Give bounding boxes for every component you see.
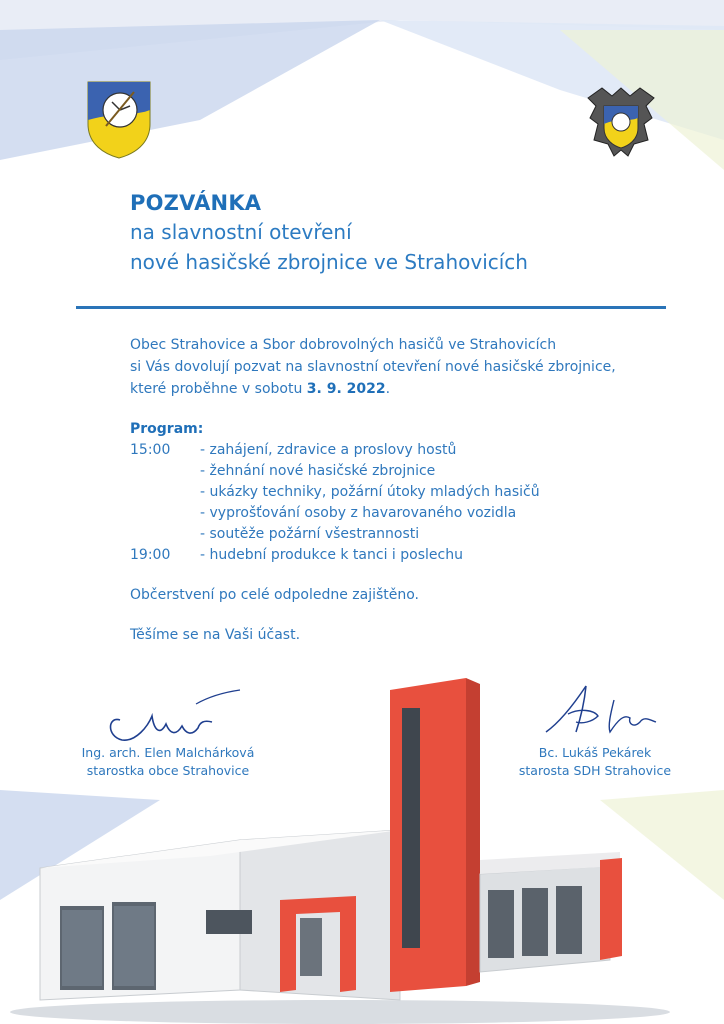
intro-line-3 — [130, 378, 670, 400]
program-text: - ukázky techniky, požární útoky mladých hasičů — [200, 484, 540, 500]
municipal-coat-of-arms-icon — [86, 80, 152, 160]
signatory-right-role: starosta SDH Strahovice — [518, 763, 672, 778]
signatory-right-name: Bc. Lukáš Pekárek — [538, 745, 652, 760]
signatory-left-name: Ing. arch. Elen Malchárková — [81, 745, 255, 760]
program-text: - žehnání nové hasičské zbrojnice — [200, 463, 436, 479]
signatory-left — [66, 744, 270, 780]
program-text: - hudební produkce k tanci i poslechu — [200, 547, 463, 563]
signature-left — [100, 686, 250, 744]
program-time — [130, 524, 200, 545]
program-time — [130, 503, 200, 524]
program-text: - vyprošťování osoby z havarovaného vozidla — [200, 505, 517, 521]
program-text: - zahájení, zdravice a proslovy hostů — [200, 442, 457, 458]
event-date: 3. 9. 2022 — [306, 381, 386, 397]
program-item — [130, 482, 650, 503]
program-time — [130, 482, 200, 503]
program-item — [130, 440, 650, 461]
page-title: POZVÁNKA — [130, 191, 262, 215]
program-text: - soutěže požární všestrannosti — [200, 526, 420, 542]
subtitle-line-1: na slavnostní otevření — [130, 220, 352, 244]
program-time: 19:00 — [130, 547, 171, 563]
program-list — [130, 440, 650, 566]
signatory-left-role: starostka obce Strahovice — [86, 763, 250, 778]
invitation-heading — [130, 190, 690, 277]
heading-divider — [76, 306, 666, 309]
intro-line-1: Obec Strahovice a Sbor dobrovolných hasičů ve Strahovicích — [130, 337, 557, 353]
closing-note: Těšíme se na Vaši účast. — [130, 627, 301, 643]
program-item — [130, 503, 650, 524]
program-item — [130, 524, 650, 545]
intro-line-3-suffix: . — [385, 381, 391, 397]
program-item — [130, 461, 650, 482]
subtitle-line-2: nové hasičské zbrojnice ve Strahovicích — [130, 250, 528, 274]
program-item — [130, 545, 650, 566]
program-time — [130, 461, 200, 482]
intro-paragraph — [130, 334, 670, 400]
program-heading: Program: — [130, 421, 204, 437]
intro-line-3-prefix: které proběhne v sobotu — [130, 381, 307, 397]
signature-right — [540, 676, 666, 742]
intro-line-2: si Vás dovolují pozvat na slavnostní otevření nové hasičské zbrojnice, — [130, 359, 616, 375]
program-time: 15:00 — [130, 442, 171, 458]
signatory-right — [500, 744, 690, 780]
refreshments-note: Občerstvení po celé odpoledne zajištěno. — [130, 587, 420, 603]
fire-brigade-emblem-icon — [582, 84, 660, 160]
